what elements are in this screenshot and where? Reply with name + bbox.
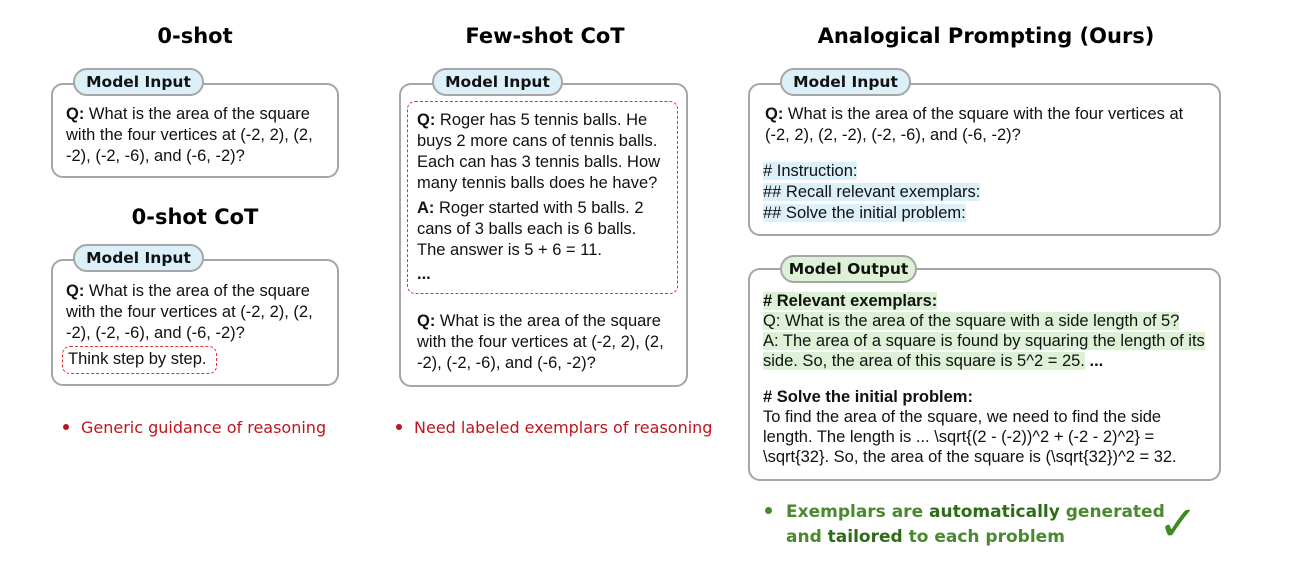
a-label: A: <box>417 199 435 217</box>
exemplar-line: cans of 3 balls each is 6 balls. <box>417 220 637 238</box>
title-analogical-prompting: Analogical Prompting (Ours) <box>817 24 1155 48</box>
title-few-shot-cot: Few-shot CoT <box>465 24 625 48</box>
bullet-icon <box>396 424 402 430</box>
few-shot-exemplar-answer <box>417 198 644 261</box>
q-label: Q: <box>66 282 85 300</box>
question-line: What is the area of the square <box>84 282 310 300</box>
instruction-line: ## Solve the initial problem: <box>763 204 966 222</box>
analogical-instructions <box>763 161 980 224</box>
question-line: with the four vertices at (-2, 2), (2, <box>66 126 313 144</box>
note-text: Generic guidance of reasoning <box>81 418 327 437</box>
exemplars-heading: # Relevant exemplars: <box>763 292 938 310</box>
note-emphasis: tailored <box>827 527 903 547</box>
analogical-question <box>765 104 1183 146</box>
few-shot-exemplar-question <box>417 110 660 194</box>
exemplar-line: many tennis balls does he have? <box>417 174 658 192</box>
exemplar-ellipsis: ... <box>1084 352 1104 370</box>
question-line: with the four vertices at (-2, 2), (2, <box>417 333 664 351</box>
zero-shot-model-input-pill: Model Input <box>73 68 204 96</box>
question-line: -2), (-2, -6), and (-6, -2)? <box>417 354 596 372</box>
solve-line: \sqrt{32}. So, the area of the square is (\sqrt{32})^2 = 32. <box>763 448 1177 466</box>
instruction-line: # Instruction: <box>763 162 858 180</box>
exemplar-line: Roger started with 5 balls. 2 <box>434 199 644 217</box>
exemplar-line: Roger has 5 tennis balls. He <box>435 111 648 129</box>
zero-shot-cot-question <box>66 281 313 344</box>
note-emphasis: automatically <box>929 502 1060 522</box>
zero-shot-question <box>66 104 313 167</box>
question-line: What is the area of the square <box>84 105 310 123</box>
note-zero-shot <box>63 418 326 437</box>
analogical-model-input-pill: Model Input <box>780 68 911 96</box>
few-shot-model-input-pill: Model Input <box>432 68 563 96</box>
note-text: to each problem <box>902 527 1065 547</box>
question-line: with the four vertices at (-2, 2), (2, <box>66 303 313 321</box>
few-shot-question <box>417 311 664 374</box>
question-line: -2), (-2, -6), and (-6, -2)? <box>66 147 245 165</box>
question-line: -2), (-2, -6), and (-6, -2)? <box>66 324 245 342</box>
note-few-shot <box>396 418 712 437</box>
question-line: What is the area of the square <box>435 312 661 330</box>
relevant-exemplars-block <box>763 291 1205 371</box>
checkmark-icon: ✓ <box>1158 496 1199 552</box>
q-label: Q: <box>66 105 85 123</box>
q-label: Q: <box>417 312 436 330</box>
bullet-icon <box>63 424 69 430</box>
few-shot-ellipsis: ... <box>417 265 431 283</box>
solve-line: To find the area of the square, we need to find the side <box>763 408 1162 426</box>
note-text: Need labeled exemplars of reasoning <box>414 418 713 437</box>
instruction-line: ## Recall relevant exemplars: <box>763 183 981 201</box>
solve-problem-block <box>763 387 1177 467</box>
note-analogical <box>765 500 1165 550</box>
exemplar-line: buys 2 more cans of tennis balls. <box>417 132 658 150</box>
exemplar-line: Each can has 3 tennis balls. How <box>417 153 661 171</box>
q-label: Q: <box>765 105 784 123</box>
exemplar-line: A: The area of a square is found by squaring the length of its <box>763 332 1205 350</box>
q-label: Q: <box>417 111 436 129</box>
bullet-icon <box>765 507 772 514</box>
think-step-by-step-text: Think step by step. <box>68 350 207 368</box>
exemplar-line: side. So, the area of this square is 5^2 = 25. <box>763 352 1085 370</box>
solve-line: length. The length is ... \sqrt{(2 - (-2))^2 + (-2 - 2)^2} = <box>763 428 1155 446</box>
note-text: and <box>786 527 828 547</box>
exemplar-line: Q: What is the area of the square with a side length of 5? <box>763 312 1180 330</box>
solve-heading: # Solve the initial problem: <box>763 388 973 406</box>
question-line: What is the area of the square with the four vertices at <box>783 105 1184 123</box>
note-text: generated <box>1059 502 1165 522</box>
question-line: (-2, 2), (2, -2), (-2, -6), and (-6, -2)? <box>765 126 1021 144</box>
title-zero-shot: 0-shot <box>157 24 233 48</box>
exemplar-line: The answer is 5 + 6 = 11. <box>417 241 602 259</box>
analogical-model-output-pill: Model Output <box>780 255 917 283</box>
zero-shot-cot-model-input-pill: Model Input <box>73 244 204 272</box>
note-text: Exemplars are <box>786 502 930 522</box>
title-zero-shot-cot: 0-shot CoT <box>131 205 259 229</box>
